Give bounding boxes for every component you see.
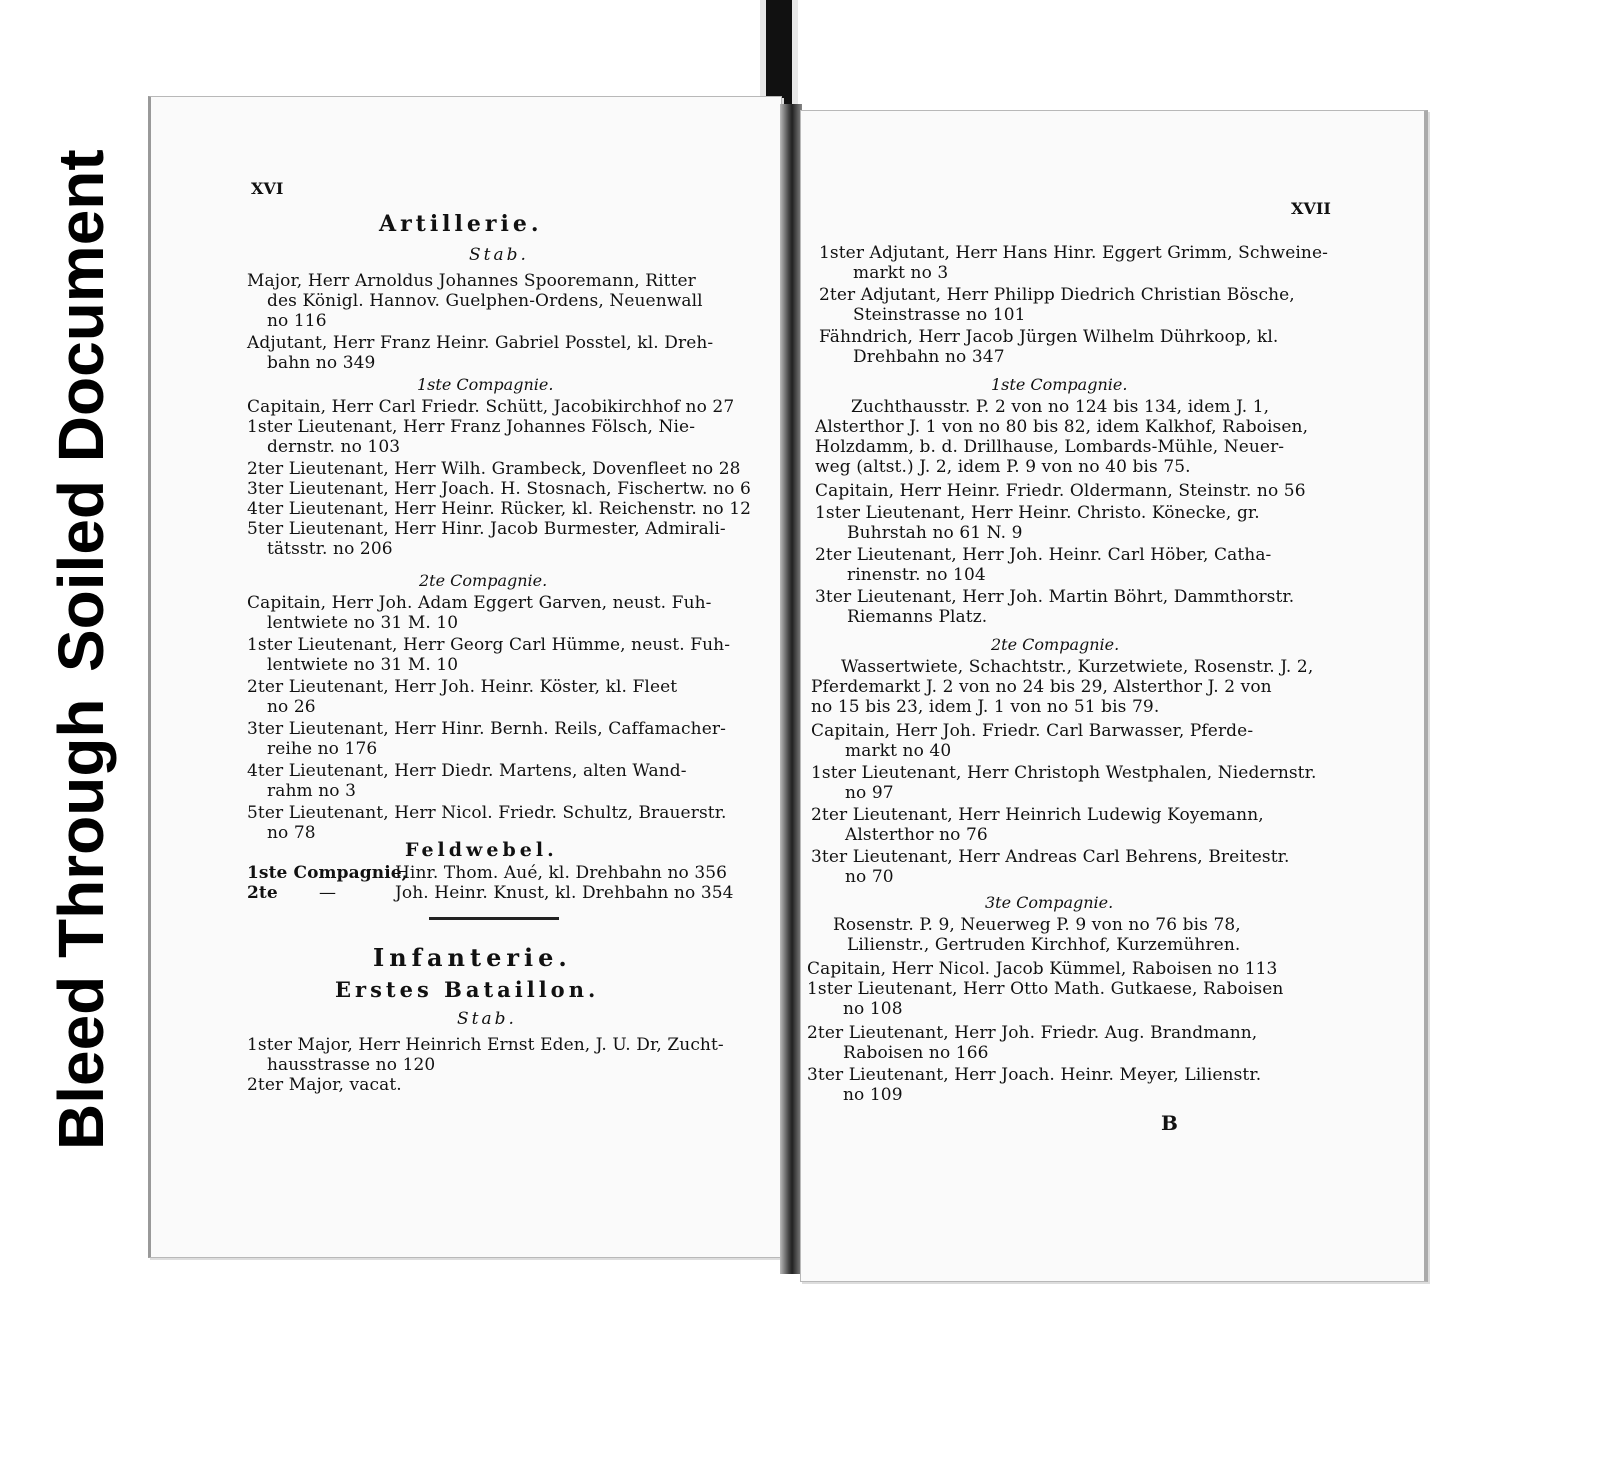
list-item: 3ter Lieutenant, Herr Joh. Martin Böhrt, Dammthorstr. (815, 587, 1295, 607)
list-item: lentwiete no 31 M. 10 (267, 613, 459, 633)
list-item: 1ster Lieutenant, Herr Heinr. Christo. Könecke, gr. (815, 503, 1260, 523)
r-compagnie-2-title: 2te Compagnie. (991, 635, 1120, 654)
list-item: 2ter Lieutenant, Herr Joh. Heinr. Köster, kl. Fleet (247, 677, 678, 697)
signature-mark: B (1161, 1111, 1178, 1135)
list-item: Lilienstr., Gertruden Kirchhof, Kurzemühren. (847, 935, 1241, 955)
right-page (800, 110, 1428, 1282)
list-item: tätsstr. no 206 (267, 539, 393, 559)
artillerie-title: Artillerie. (379, 211, 543, 237)
list-item: 5ter Lieutenant, Herr Nicol. Friedr. Schultz, Brauerstr. (247, 803, 727, 823)
list-item: Fähndrich, Herr Jacob Jürgen Wilhelm Dührkoop, kl. (819, 327, 1279, 347)
infanterie-title: Infanterie. (373, 943, 572, 972)
label-bleed-through: Bleed Through (45, 698, 117, 1150)
list-item: 2ter Lieutenant, Herr Joh. Friedr. Aug. Brandmann, (807, 1023, 1258, 1043)
list-item: Joh. Heinr. Knust, kl. Drehbahn no 354 (395, 883, 734, 903)
list-item: Alsterthor J. 1 von no 80 bis 82, idem Kalkhof, Raboisen, (815, 417, 1309, 437)
side-label (44, 149, 117, 1160)
list-item: markt no 3 (853, 263, 949, 283)
list-item: Zuchthausstr. P. 2 von no 124 bis 134, idem J. 1, (851, 397, 1270, 417)
list-item: no 97 (845, 783, 894, 803)
list-item: bahn no 349 (267, 353, 376, 373)
left-page-number: XVI (251, 179, 284, 198)
list-item: 4ter Lieutenant, Herr Diedr. Martens, alten Wand- (247, 761, 687, 781)
book-gutter (780, 104, 802, 1274)
list-item: no 15 bis 23, idem J. 1 von no 51 bis 79. (811, 697, 1160, 717)
list-item: dernstr. no 103 (267, 437, 401, 457)
list-item: markt no 40 (845, 741, 952, 761)
list-item: no 116 (267, 311, 327, 331)
list-item: 2ter Lieutenant, Herr Wilh. Grambeck, Dovenfleet no 28 (247, 459, 741, 479)
list-item: Major, Herr Arnoldus Johannes Spooremann, Ritter (247, 271, 696, 291)
list-item: Alsterthor no 76 (845, 825, 988, 845)
bataillon-title: Erstes Bataillon. (335, 977, 600, 1002)
list-item: Hinr. Thom. Aué, kl. Drehbahn no 356 (395, 863, 728, 883)
list-item: Drehbahn no 347 (853, 347, 1005, 367)
list-item: reihe no 176 (267, 739, 378, 759)
list-item: Holzdamm, b. d. Drillhause, Lombards-Mühle, Neuer- (815, 437, 1285, 457)
list-item: Capitain, Herr Heinr. Friedr. Oldermann, Steinstr. no 56 (815, 481, 1306, 501)
inf-stab-title: Stab. (457, 1009, 517, 1029)
list-item: no 26 (267, 697, 316, 717)
list-item: Capitain, Herr Carl Friedr. Schütt, Jacobikirchhof no 27 (247, 397, 735, 417)
list-item: 1ster Adjutant, Herr Hans Hinr. Eggert Grimm, Schweine- (819, 243, 1328, 263)
left-page (148, 96, 782, 1258)
list-item: Pferdemarkt J. 2 von no 24 bis 29, Alsterthor J. 2 von (811, 677, 1272, 697)
list-item: des Königl. Hannov. Guelphen-Ordens, Neuenwall (267, 291, 703, 311)
list-item: 1ster Lieutenant, Herr Georg Carl Hümme, neust. Fuh- (247, 635, 731, 655)
list-item: 2ter Lieutenant, Herr Joh. Heinr. Carl Höber, Catha- (815, 545, 1272, 565)
list-item: Capitain, Herr Joh. Friedr. Carl Barwasser, Pferde- (811, 721, 1254, 741)
list-item: Riemanns Platz. (847, 607, 988, 627)
list-item: 2ter Lieutenant, Herr Heinrich Ludewig Koyemann, (811, 805, 1264, 825)
list-item: no 108 (843, 999, 903, 1019)
list-item: 2ter Major, vacat. (247, 1075, 402, 1095)
list-item: Raboisen no 166 (843, 1043, 989, 1063)
list-item: no 70 (845, 867, 894, 887)
list-item: hausstrasse no 120 (267, 1055, 436, 1075)
book-spine-top (760, 0, 798, 108)
section-divider (429, 917, 559, 920)
list-item: Buhrstah no 61 N. 9 (847, 523, 1023, 543)
list-item: rahm no 3 (267, 781, 357, 801)
list-item: lentwiete no 31 M. 10 (267, 655, 459, 675)
compagnie-1-title: 1ste Compagnie. (417, 375, 554, 394)
r-compagnie-3-title: 3te Compagnie. (985, 893, 1114, 912)
list-item: 3ter Lieutenant, Herr Hinr. Bernh. Reils, Caffamacher- (247, 719, 726, 739)
list-item: weg (altst.) J. 2, idem P. 9 von no 40 bis 75. (815, 457, 1191, 477)
ditto-dash: — (319, 883, 337, 903)
right-page-number: XVII (1291, 199, 1331, 218)
feldwebel-comp-label: 2te (247, 883, 278, 903)
list-item: Wassertwiete, Schachtstr., Kurzetwiete, Rosenstr. J. 2, (841, 657, 1314, 677)
feldwebel-title: Feldwebel. (405, 839, 558, 861)
list-item: Adjutant, Herr Franz Heinr. Gabriel Posstel, kl. Dreh- (247, 333, 714, 353)
list-item: 3ter Lieutenant, Herr Joach. H. Stosnach, Fischertw. no 6 (247, 479, 751, 499)
list-item: no 109 (843, 1085, 903, 1105)
list-item: 3ter Lieutenant, Herr Joach. Heinr. Meyer, Lilienstr. (807, 1065, 1262, 1085)
compagnie-2-title: 2te Compagnie. (419, 571, 548, 590)
r-compagnie-1-title: 1ste Compagnie. (991, 375, 1128, 394)
label-soiled-document: Soiled Document (45, 149, 117, 672)
list-item: Capitain, Herr Joh. Adam Eggert Garven, neust. Fuh- (247, 593, 712, 613)
list-item: rinenstr. no 104 (847, 565, 986, 585)
list-item: 1ster Lieutenant, Herr Franz Johannes Fölsch, Nie- (247, 417, 696, 437)
list-item: 1ster Major, Herr Heinrich Ernst Eden, J. U. Dr, Zucht- (247, 1035, 724, 1055)
list-item: 3ter Lieutenant, Herr Andreas Carl Behrens, Breitestr. (811, 847, 1290, 867)
stab-title: Stab. (469, 245, 529, 265)
list-item: 2ter Adjutant, Herr Philipp Diedrich Christian Bösche, (819, 285, 1295, 305)
list-item: no 78 (267, 823, 316, 843)
list-item: Rosenstr. P. 9, Neuerweg P. 9 von no 76 bis 78, (833, 915, 1241, 935)
list-item: 1ster Lieutenant, Herr Christoph Westphalen, Niedernstr. (811, 763, 1317, 783)
list-item: Capitain, Herr Nicol. Jacob Kümmel, Raboisen no 113 (807, 959, 1278, 979)
feldwebel-comp-label: 1ste Compagnie, (247, 863, 408, 883)
list-item: Steinstrasse no 101 (853, 305, 1026, 325)
list-item: 5ter Lieutenant, Herr Hinr. Jacob Burmester, Admirali- (247, 519, 726, 539)
list-item: 1ster Lieutenant, Herr Otto Math. Gutkaese, Raboisen (807, 979, 1284, 999)
list-item: 4ter Lieutenant, Herr Heinr. Rücker, kl. Reichenstr. no 12 (247, 499, 752, 519)
